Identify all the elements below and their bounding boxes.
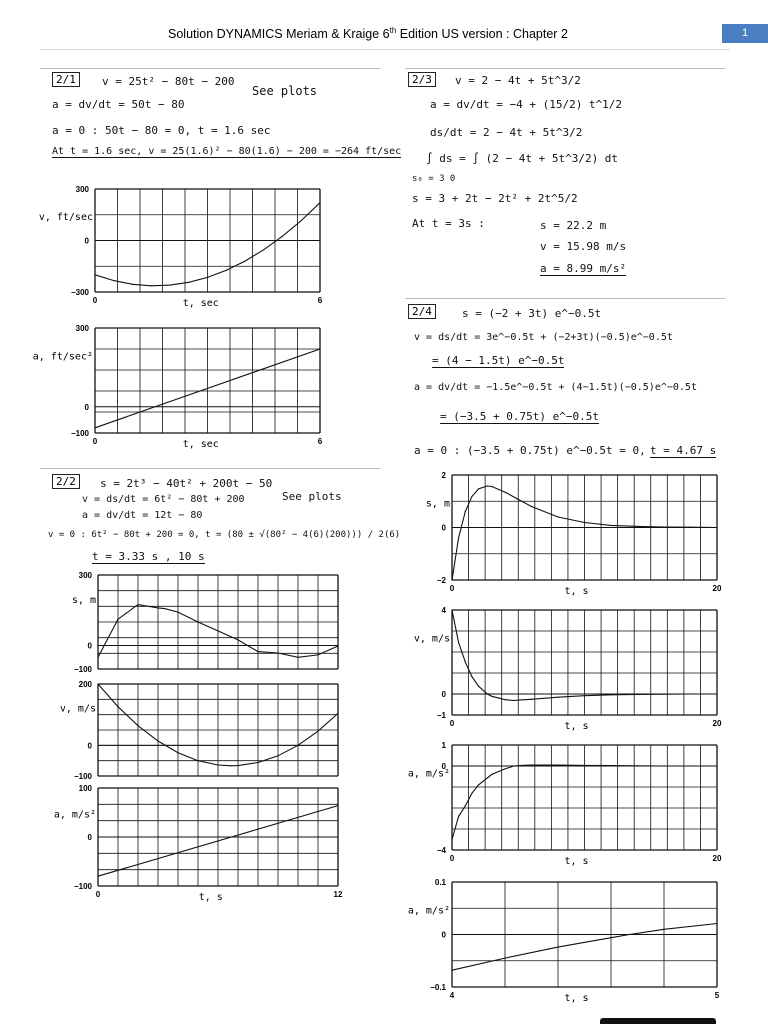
- data-point: [584, 695, 585, 696]
- y-tick-label: −100: [73, 665, 92, 674]
- data-point: [244, 261, 245, 262]
- data-point: [117, 706, 118, 707]
- data-point: [663, 526, 664, 527]
- x-axis-label: t, s: [564, 856, 589, 867]
- equation-line: v = 0 : 6t² − 80t + 200 = 0, t = (80 ± √(80² − 4(6)(200))) / 2(6): [48, 530, 401, 540]
- data-point: [217, 630, 218, 631]
- data-point: [513, 700, 514, 701]
- x-tick-label: 20: [712, 584, 722, 593]
- data-point: [513, 765, 514, 766]
- data-point: [117, 619, 118, 620]
- data-curve: [452, 924, 717, 971]
- equation-line: v = ds/dt = 6t² − 80t + 200: [82, 494, 245, 505]
- data-point: [637, 526, 638, 527]
- data-point: [317, 654, 318, 655]
- result-line: t = 4.67 s: [650, 444, 717, 457]
- y-tick-label: −100: [73, 882, 92, 891]
- result-line: v = 15.98 m/s: [540, 240, 627, 253]
- data-point: [94, 274, 95, 275]
- footer-bar: [600, 1018, 716, 1024]
- data-point: [132, 284, 133, 285]
- y-tick-label: 0: [441, 930, 446, 940]
- data-point: [557, 516, 558, 517]
- problem-number: 2/4: [408, 304, 436, 319]
- data-point: [217, 764, 218, 765]
- y-tick-label: 0: [87, 641, 92, 651]
- problem-number: 2/1: [52, 72, 80, 87]
- data-point: [301, 220, 302, 221]
- data-point: [716, 923, 717, 924]
- x-tick-label: 12: [333, 890, 343, 899]
- data-point: [518, 499, 519, 500]
- equation-line: a = 0 : 50t − 80 = 0, t = 1.6 sec: [52, 124, 271, 137]
- y-tick-label: 4: [441, 606, 446, 615]
- data-point: [97, 876, 98, 877]
- data-point: [504, 491, 505, 492]
- chart-2-4-position: [405, 468, 725, 598]
- data-point: [557, 764, 558, 765]
- data-point: [177, 612, 178, 613]
- data-point: [319, 348, 320, 349]
- data-point: [157, 740, 158, 741]
- data-point: [716, 527, 717, 528]
- equation-line: ds/dt = 2 − 4t + 5t^3/2: [430, 126, 583, 139]
- data-point: [531, 699, 532, 700]
- data-point: [164, 608, 165, 609]
- section-rule: [40, 68, 380, 69]
- y-tick-label: 1: [441, 741, 446, 750]
- data-point: [491, 774, 492, 775]
- chart-2-4-acceleration: [405, 740, 725, 868]
- chart-2-1-acceleration: [32, 322, 340, 450]
- y-axis-label: a, ft/sec²: [32, 351, 93, 363]
- section-rule: [405, 298, 725, 299]
- y-tick-label: 2: [441, 471, 446, 480]
- data-point: [471, 676, 472, 677]
- data-point: [277, 755, 278, 756]
- y-tick-label: 0: [87, 833, 92, 842]
- data-point: [451, 579, 452, 580]
- equation-line: s₀ = 3 0: [412, 174, 456, 184]
- data-point: [237, 639, 238, 640]
- data-point: [610, 525, 611, 526]
- y-axis-label: v, ft/sec: [38, 211, 93, 223]
- title-main: Solution DYNAMICS Meriam & Kraige 6: [168, 27, 390, 42]
- data-point: [207, 277, 208, 278]
- y-axis-label: a, m/s²: [53, 809, 96, 821]
- document-title: [168, 26, 568, 41]
- equation-line: a = dv/dt = 50t − 80: [52, 98, 185, 111]
- equation-line: a = 0 : (−3.5 + 0.75t) e^−0.5t = 0,: [414, 444, 646, 457]
- x-tick-label: 0: [449, 719, 455, 728]
- y-tick-label: 0: [441, 762, 446, 771]
- data-point: [518, 699, 519, 700]
- data-point: [458, 642, 459, 643]
- data-point: [337, 713, 338, 714]
- equation-line: v = 25t² − 80t − 200: [102, 75, 235, 88]
- equation-line: = (4 − 1.5t) e^−0.5t: [432, 354, 565, 367]
- data-point: [716, 693, 717, 694]
- result-line: s = 22.2 m: [540, 219, 607, 232]
- data-point: [491, 696, 492, 697]
- data-point: [557, 697, 558, 698]
- data-point: [663, 694, 664, 695]
- data-point: [557, 947, 558, 948]
- data-point: [263, 249, 264, 250]
- data-point: [337, 645, 338, 646]
- data-point: [504, 699, 505, 700]
- y-tick-label: 300: [78, 571, 92, 580]
- data-point: [177, 752, 178, 753]
- section-rule: [40, 468, 380, 469]
- data-point: [584, 522, 585, 523]
- y-axis-label: s, m: [425, 498, 450, 510]
- data-point: [504, 958, 505, 959]
- data-point: [451, 970, 452, 971]
- data-point: [277, 652, 278, 653]
- data-point: [97, 657, 98, 658]
- data-point: [610, 765, 611, 766]
- x-axis-label: t, s: [564, 586, 589, 597]
- data-point: [282, 236, 283, 237]
- data-point: [471, 496, 472, 497]
- data-point: [197, 760, 198, 761]
- y-tick-label: −2: [436, 576, 446, 585]
- y-axis-label: a, m/s²: [407, 905, 450, 917]
- x-tick-label: 6: [317, 296, 323, 305]
- y-axis-label: v, m/s: [413, 633, 450, 645]
- header-divider: [40, 49, 730, 50]
- chart-2-4-velocity: [405, 604, 725, 734]
- data-point: [531, 506, 532, 507]
- problem-number: 2/3: [408, 72, 436, 87]
- y-tick-label: 300: [75, 185, 89, 194]
- section-rule: [405, 68, 725, 69]
- equation-line: = (−3.5 + 0.75t) e^−0.5t: [440, 410, 599, 423]
- data-point: [297, 745, 298, 746]
- y-tick-label: 200: [78, 680, 92, 689]
- equation-line: ∫ ds = ∫ (2 − 4t + 5t^3/2) dt: [426, 152, 619, 165]
- data-point: [663, 765, 664, 766]
- data-point: [690, 527, 691, 528]
- data-point: [458, 816, 459, 817]
- data-point: [471, 793, 472, 794]
- data-point: [518, 765, 519, 766]
- data-point: [257, 762, 258, 763]
- x-axis-label: t, s: [198, 892, 223, 903]
- y-tick-label: 0: [441, 523, 446, 533]
- y-tick-label: −100: [70, 429, 89, 438]
- data-point: [610, 937, 611, 938]
- x-axis-label: t, sec: [182, 439, 219, 450]
- data-point: [690, 765, 691, 766]
- y-tick-label: −1: [436, 711, 446, 720]
- chart-2-2-acceleration: [40, 784, 350, 906]
- data-point: [319, 202, 320, 203]
- x-tick-label: 6: [317, 437, 323, 446]
- result-line: t = 3.33 s , 10 s: [92, 550, 205, 563]
- data-point: [629, 934, 630, 935]
- data-point: [113, 280, 114, 281]
- equation-line: s = 3 + 2t − 2t² + 2t^5/2: [412, 192, 578, 205]
- data-point: [451, 609, 452, 610]
- data-point: [478, 488, 479, 489]
- data-point: [137, 604, 138, 605]
- data-point: [663, 929, 664, 930]
- x-tick-label: 5: [714, 991, 720, 1000]
- data-point: [297, 657, 298, 658]
- data-point: [231, 765, 232, 766]
- equation-line: At t = 1.6 sec, v = 25(1.6)² − 80(1.6) − 200 = −264 ft/sec: [52, 146, 402, 157]
- data-point: [491, 486, 492, 487]
- y-tick-label: 0: [84, 236, 89, 246]
- x-tick-label: 0: [92, 296, 98, 305]
- chart-2-2-position: [40, 568, 350, 672]
- equation-line: s = 2t³ − 40t² + 200t − 50: [100, 477, 273, 490]
- problem-number: 2/2: [52, 474, 80, 489]
- data-point: [94, 427, 95, 428]
- data-point: [487, 485, 488, 486]
- data-point: [337, 805, 338, 806]
- data-point: [531, 764, 532, 765]
- y-axis-label: v, m/s: [59, 703, 96, 715]
- data-point: [257, 651, 258, 652]
- data-point: [637, 694, 638, 695]
- data-point: [197, 621, 198, 622]
- side-note: See plots: [252, 84, 318, 98]
- x-tick-label: 0: [449, 584, 455, 593]
- equation-line: v = ds/dt = 3e^−0.5t + (−2+3t)(−0.5)e^−0.5t: [414, 332, 673, 343]
- y-tick-label: −0.1: [430, 983, 446, 992]
- data-point: [451, 839, 452, 840]
- x-tick-label: 20: [712, 719, 722, 728]
- chart-2-4-acceleration-zoom: [405, 874, 725, 1008]
- data-point: [317, 731, 318, 732]
- data-point: [226, 270, 227, 271]
- data-point: [151, 285, 152, 286]
- x-tick-label: 0: [95, 890, 101, 899]
- equation-line: a = dv/dt = −1.5e^−0.5t + (4−1.5t)(−0.5)e^−0.5t: [414, 382, 697, 393]
- data-point: [487, 693, 488, 694]
- equation-line: At t = 3s :: [412, 217, 485, 230]
- data-point: [188, 282, 189, 283]
- y-tick-label: 100: [78, 784, 92, 793]
- x-axis-label: t, s: [564, 993, 589, 1004]
- title-superscript: th: [389, 26, 397, 35]
- x-tick-label: 0: [92, 437, 98, 446]
- x-axis-label: t, sec: [182, 298, 219, 309]
- data-point: [97, 683, 98, 684]
- equation-line: v = 2 − 4t + 5t^3/2: [455, 74, 581, 87]
- x-tick-label: 20: [712, 854, 722, 863]
- equation-line: a = dv/dt = −4 + (15/2) t^1/2: [430, 98, 623, 111]
- y-tick-label: 0: [84, 402, 89, 412]
- data-point: [504, 768, 505, 769]
- data-point: [610, 694, 611, 695]
- data-point: [716, 765, 717, 766]
- chart-2-2-velocity: [40, 680, 350, 780]
- y-axis-label: s, m: [71, 595, 96, 607]
- x-tick-label: 0: [449, 854, 455, 863]
- equation-line: s = (−2 + 3t) e^−0.5t: [462, 307, 602, 320]
- data-point: [465, 805, 466, 806]
- y-tick-label: −4: [436, 846, 446, 855]
- y-tick-label: 0: [441, 690, 446, 699]
- x-tick-label: 4: [449, 991, 455, 1000]
- page-header: [0, 0, 768, 60]
- chart-2-1-velocity: [38, 180, 340, 309]
- data-point: [584, 765, 585, 766]
- title-rest: Edition US version : Chapter 2: [396, 27, 568, 42]
- side-note: See plots: [282, 490, 342, 503]
- data-point: [690, 693, 691, 694]
- data-point: [637, 765, 638, 766]
- y-tick-label: −100: [73, 772, 92, 781]
- y-tick-label: −300: [70, 288, 89, 297]
- y-tick-label: 300: [75, 324, 89, 333]
- data-point: [137, 725, 138, 726]
- data-point: [458, 537, 459, 538]
- data-point: [478, 686, 479, 687]
- y-tick-label: 0.1: [434, 878, 446, 887]
- equation-line: a = dv/dt = 12t − 80: [82, 510, 203, 521]
- data-point: [157, 607, 158, 608]
- y-tick-label: 0: [87, 741, 92, 751]
- data-point: [478, 784, 479, 785]
- page-number-badge: 1: [722, 24, 768, 43]
- data-point: [237, 765, 238, 766]
- data-point: [169, 285, 170, 286]
- y-axis-label: a, m/s²: [407, 768, 450, 780]
- result-line: a = 8.99 m/s²: [540, 262, 627, 275]
- x-axis-label: t, s: [564, 721, 589, 732]
- data-point: [465, 661, 466, 662]
- data-point: [465, 511, 466, 512]
